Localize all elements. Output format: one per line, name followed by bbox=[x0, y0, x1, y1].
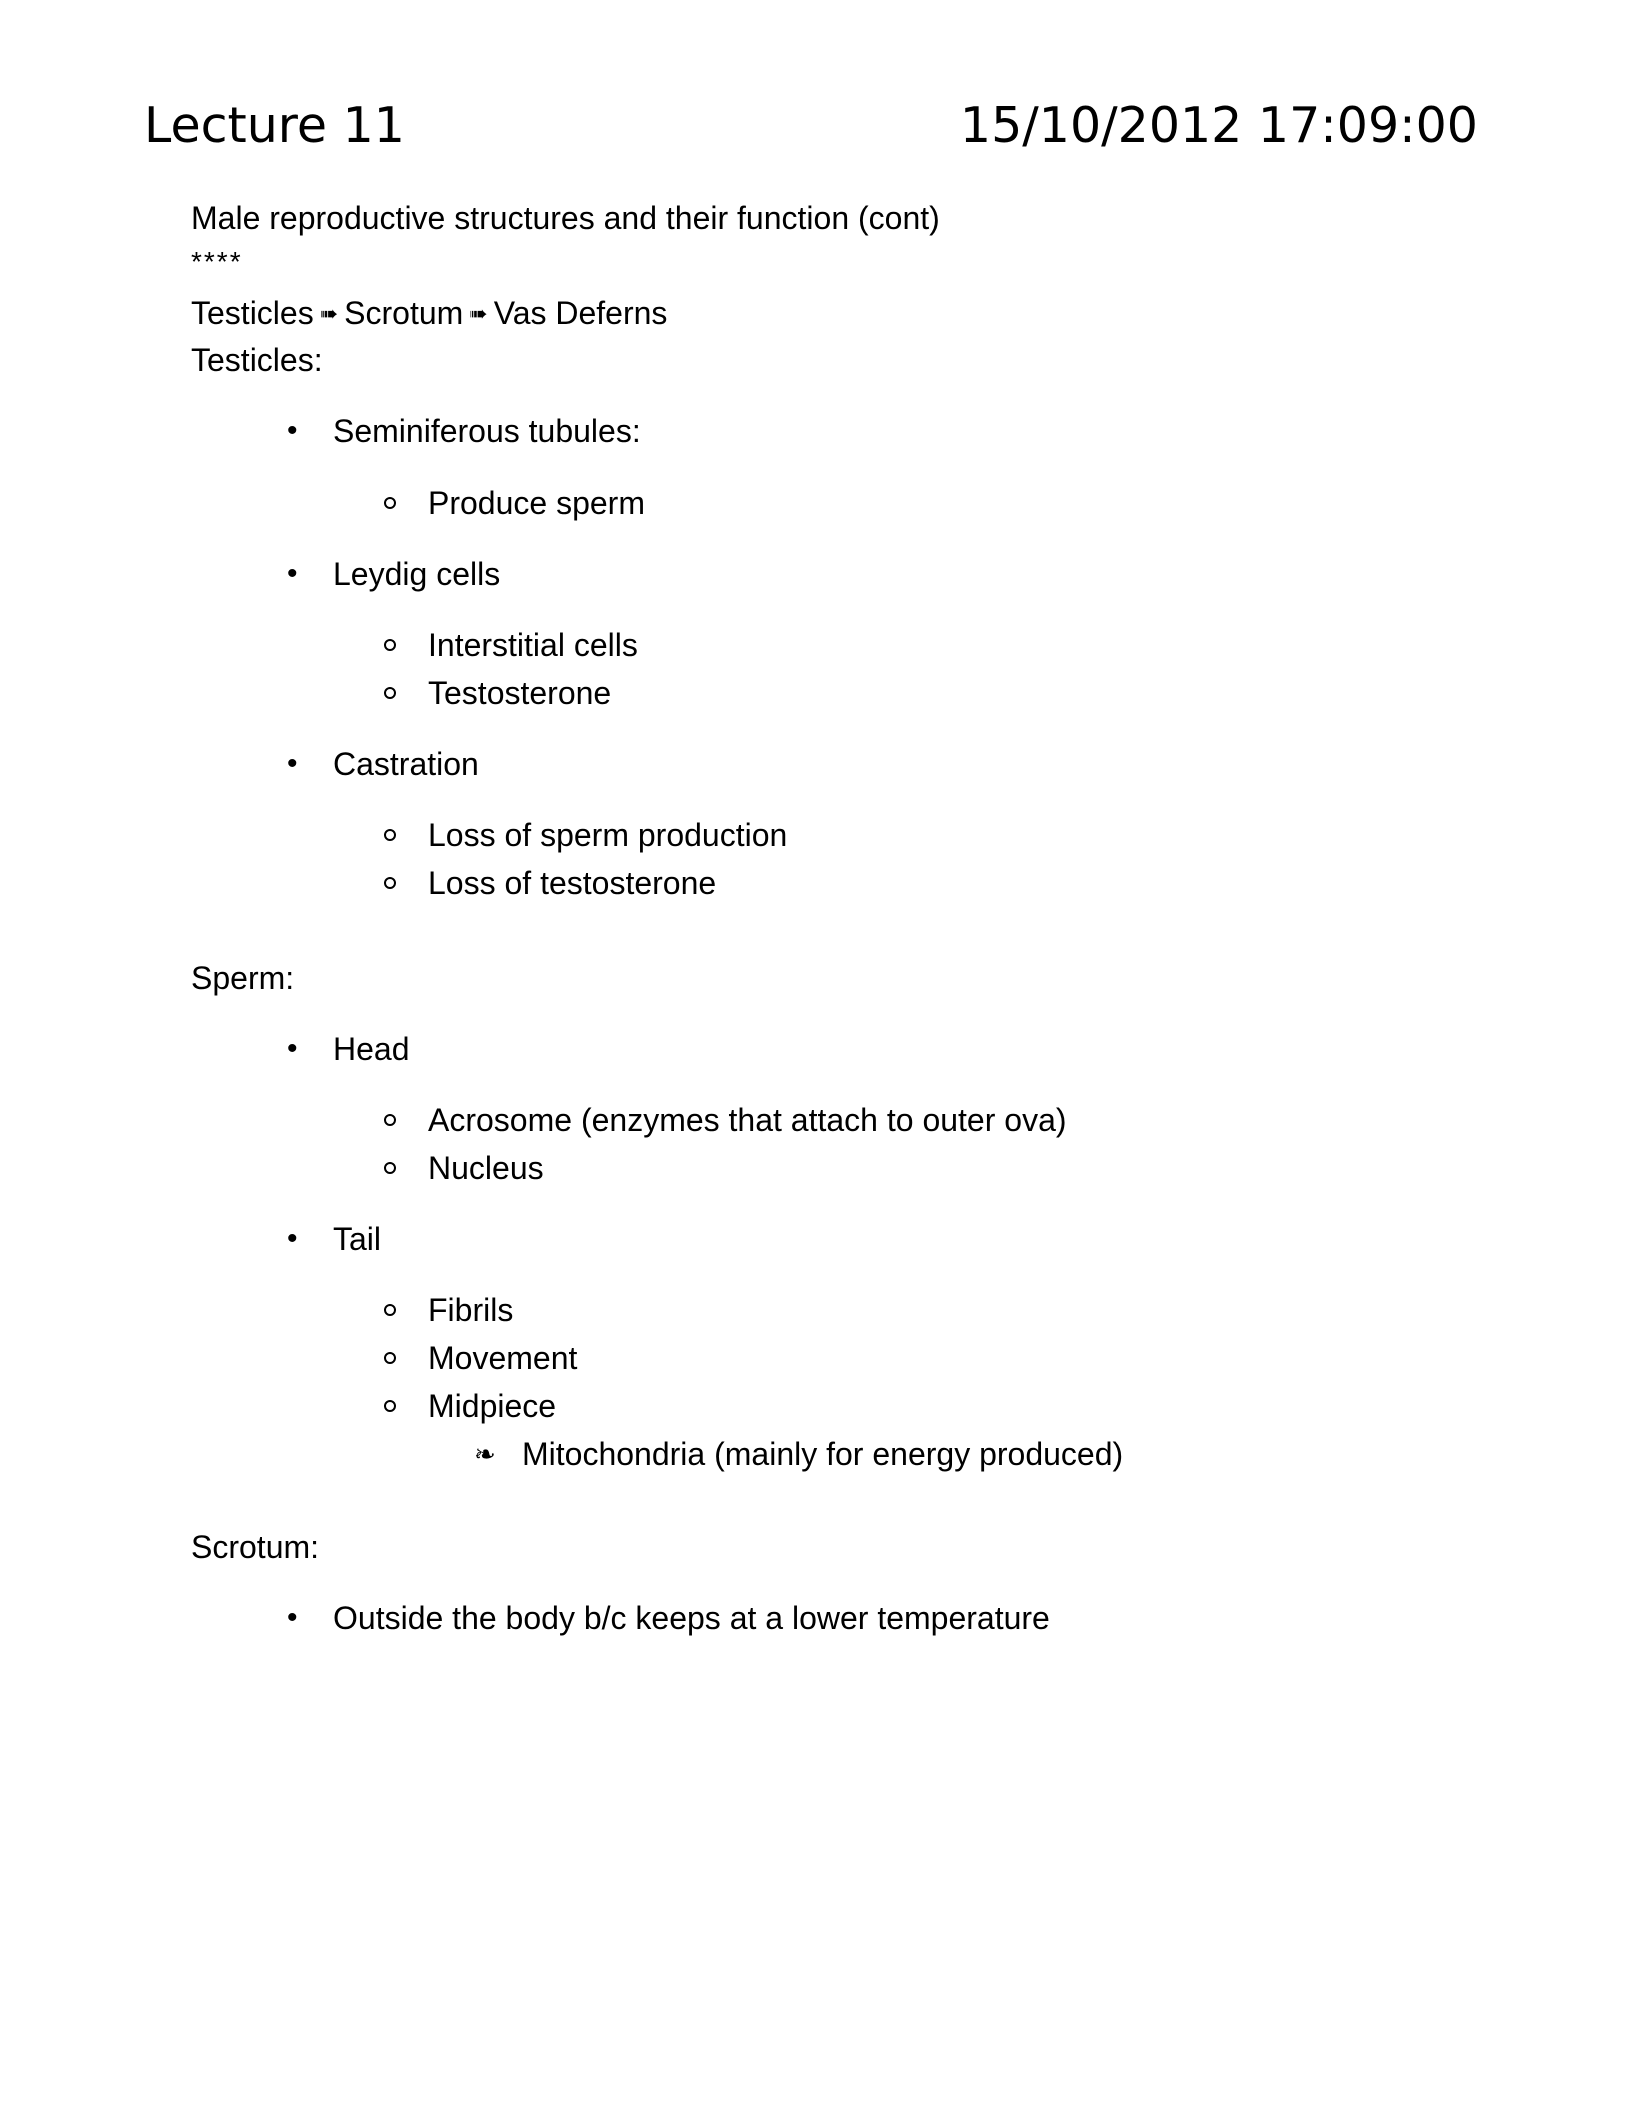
sub-list-item: Loss of sperm production bbox=[428, 817, 788, 853]
arrow-right-icon: ➠ bbox=[469, 301, 488, 326]
bullet-icon: • bbox=[287, 557, 298, 590]
sub-list-item: Nucleus bbox=[428, 1150, 544, 1186]
list-item: Castration bbox=[333, 746, 479, 782]
bullet-icon: • bbox=[287, 1222, 298, 1255]
page-header bbox=[144, 96, 1478, 156]
arrow-right-icon: ➠ bbox=[319, 301, 339, 326]
lecture-title: Lecture 11 bbox=[144, 97, 405, 154]
leaf-bullet-icon: ❧ bbox=[474, 1439, 496, 1469]
circle-bullet-icon bbox=[384, 1400, 396, 1412]
section-heading-scrotum: Scrotum: bbox=[191, 1529, 320, 1565]
lecture-datetime: 15/10/2012 17:09:00 bbox=[959, 97, 1478, 154]
circle-bullet-icon bbox=[384, 639, 396, 651]
sub-list-item: Fibrils bbox=[428, 1292, 514, 1328]
flow-item: Scrotum bbox=[344, 295, 464, 331]
list-item: Outside the body b/c keeps at a lower temperature bbox=[333, 1600, 1050, 1636]
circle-bullet-icon bbox=[384, 497, 396, 509]
bullet-icon: • bbox=[287, 1601, 298, 1634]
section-heading-sperm: Sperm: bbox=[191, 960, 295, 996]
circle-bullet-icon bbox=[384, 1304, 396, 1316]
circle-bullet-icon bbox=[384, 829, 396, 841]
sub-list-item: Produce sperm bbox=[428, 485, 645, 521]
sub-list-item: Interstitial cells bbox=[428, 627, 638, 663]
notes-subtitle: Male reproductive structures and their function (cont) bbox=[191, 200, 940, 236]
circle-bullet-icon bbox=[384, 687, 396, 699]
circle-bullet-icon bbox=[384, 877, 396, 889]
circle-bullet-icon bbox=[384, 1114, 396, 1126]
circle-bullet-icon bbox=[384, 1162, 396, 1174]
bullet-icon: • bbox=[287, 414, 298, 447]
sub-sub-list-item: Mitochondria (mainly for energy produced) bbox=[522, 1436, 1124, 1472]
list-item: Head bbox=[333, 1031, 410, 1067]
bullet-icon: • bbox=[287, 1032, 298, 1065]
flow-item: Testicles bbox=[191, 295, 314, 331]
bullet-icon: • bbox=[287, 747, 298, 780]
sub-list-item: Movement bbox=[428, 1340, 578, 1376]
list-item: Tail bbox=[333, 1221, 382, 1257]
sub-list-item: Testosterone bbox=[428, 675, 612, 711]
circle-bullet-icon bbox=[384, 1352, 396, 1364]
section-heading-testicles: Testicles: bbox=[191, 342, 323, 378]
flow-item: Vas Deferns bbox=[493, 295, 668, 331]
flow-line bbox=[191, 293, 667, 334]
stars-divider: **** bbox=[191, 246, 243, 277]
sub-list-item: Loss of testosterone bbox=[428, 865, 717, 901]
list-item: Seminiferous tubules: bbox=[333, 413, 641, 449]
sub-list-item: Midpiece bbox=[428, 1388, 557, 1424]
sub-list-item: Acrosome (enzymes that attach to outer ova) bbox=[428, 1102, 1067, 1138]
list-item: Leydig cells bbox=[333, 556, 501, 592]
